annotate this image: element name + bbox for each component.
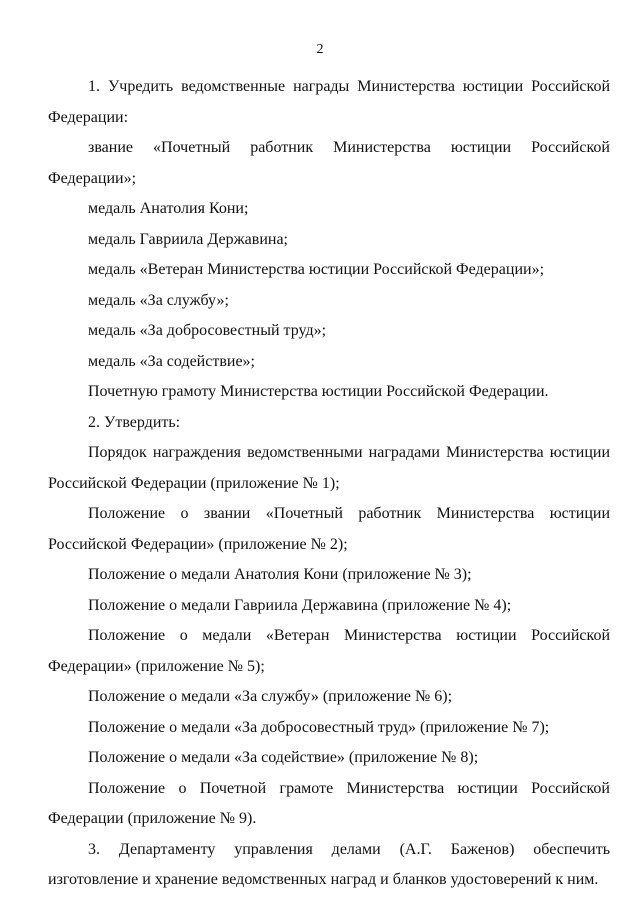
paragraph-award-title: звание «Почетный работник Министерства юстиции Российской Федерации»;: [48, 139, 610, 187]
paragraph-department-task: 3. Департаменту управления делами (А.Г. Баженов) обеспечить изготовление и хранение ведомственных наград и бланков удостоверений к ним.: [48, 840, 610, 888]
paragraph-regulation-title: Положение о звании «Почетный работник Министерства юстиции Российской Федерации» (приложение № 2);: [48, 505, 610, 553]
paragraph-regulation-veteran: Положение о медали «Ветеран Министерства юстиции Российской Федерации» (приложение № 5);: [48, 627, 610, 675]
paragraph-medal-assistance: медаль «За содействие»;: [88, 352, 255, 370]
page-number: 2: [316, 42, 324, 57]
paragraph-certificate: Почетную грамоту Министерства юстиции Российской Федерации.: [88, 383, 549, 400]
paragraph-regulation-koni: Положение о медали Анатолия Кони (приложение № 3);: [88, 566, 472, 583]
paragraph-medal-veteran: медаль «Ветеран Министерства юстиции Российской Федерации»;: [88, 261, 545, 278]
paragraph-regulation-derzhavin: Положение о медали Гавриила Державина (приложение № 4);: [88, 596, 512, 614]
paragraph-medal-labor: медаль «За добросовестный труд»;: [88, 322, 327, 339]
paragraph-regulation-labor: Положение о медали «За добросовестный труд» (приложение № 7);: [88, 718, 550, 736]
document-body: [48, 72, 610, 896]
paragraph-establish-awards: 1. Учредить ведомственные награды Министерства юстиции Российской Федерации:: [48, 78, 610, 126]
paragraph-medal-derzhavin: медаль Гавриила Державина;: [88, 230, 288, 248]
paragraph-medal-koni: медаль Анатолия Кони;: [88, 200, 249, 217]
paragraph-regulation-certificate: Положение о Почетной грамоте Министерства юстиции Российской Федерации (приложение № 9).: [48, 779, 610, 827]
paragraph-regulation-service: Положение о медали «За службу» (приложение № 6);: [88, 688, 453, 705]
paragraph-regulation-assistance: Положение о медали «За содействие» (приложение № 8);: [88, 749, 479, 766]
paragraph-procedure: Порядок награждения ведомственными наградами Министерства юстиции Российской Федерации (приложение № 1);: [48, 444, 610, 492]
paragraph-approve: 2. Утвердить:: [88, 413, 181, 431]
paragraph-medal-service: медаль «За службу»;: [88, 291, 229, 309]
